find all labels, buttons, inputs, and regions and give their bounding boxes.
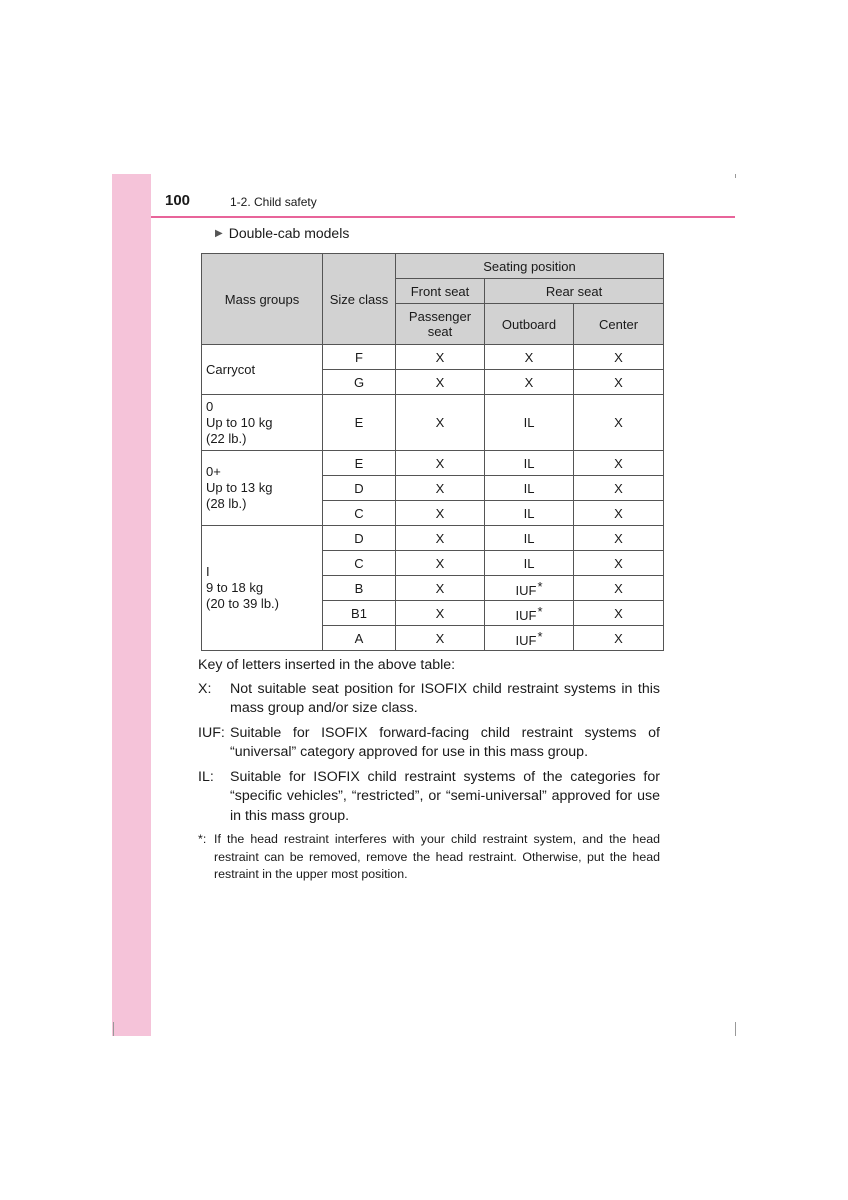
mass-group-cell: [202, 395, 323, 451]
outboard-cell-value: IUF: [515, 607, 537, 623]
passenger-seat-cell-value: X: [435, 505, 445, 521]
key-description: Suitable for ISOFIX child restraint systems of the categories for “specific vehicles”, “restricted”, or “semi-universal” approved for use in this mass group.: [230, 768, 660, 824]
passenger-seat-cell: [396, 345, 485, 370]
subheading-text: Double-cab models: [228, 225, 350, 241]
outboard-cell-value: IL: [523, 480, 535, 496]
mass-group-line: Up to 13 kg: [206, 480, 273, 495]
size-class-cell: [323, 345, 396, 370]
passenger-seat-cell-value: X: [435, 530, 445, 546]
mass-group-line: 0: [206, 398, 214, 414]
mass-group-cell: [202, 451, 323, 526]
passenger-seat-cell: [396, 395, 485, 451]
passenger-seat-cell: [396, 626, 485, 651]
center-cell-value: X: [614, 530, 623, 546]
header-rear-seat: Rear seat: [485, 279, 664, 304]
passenger-seat-cell-value: X: [435, 455, 445, 471]
center-cell-value: X: [614, 555, 623, 571]
size-class-cell-value: F: [355, 349, 363, 365]
key-item-iuf: [198, 724, 660, 763]
key-term: IL:: [198, 768, 214, 785]
mass-group-cell: [202, 526, 323, 651]
header-rule: [151, 216, 735, 218]
passenger-seat-cell-value: X: [435, 630, 445, 646]
outboard-cell-value: IUF: [515, 582, 537, 598]
center-cell: [574, 370, 664, 395]
passenger-seat-cell-value: X: [435, 480, 445, 496]
table-row: [202, 526, 664, 551]
outboard-cell-value: IL: [523, 415, 535, 430]
header-center: Center: [574, 304, 664, 345]
footnote-marker: *: [537, 628, 543, 644]
center-cell: [574, 626, 664, 651]
center-cell: [574, 476, 664, 501]
size-class-cell-value: D: [354, 530, 364, 546]
outboard-cell-value: IL: [523, 455, 535, 471]
crop-mark: [735, 174, 736, 178]
key-description: Not suitable seat position for ISOFIX child restraint systems in this mass group and/or size class.: [230, 680, 660, 716]
footnote-marker: *: [537, 578, 543, 594]
footnote: [198, 831, 660, 884]
size-class-cell-value: G: [353, 374, 365, 390]
outboard-cell-value: X: [524, 374, 534, 390]
table-row: [202, 345, 664, 370]
size-class-cell: [323, 501, 396, 526]
outboard-cell-value: IL: [523, 530, 535, 546]
header-size-class: Size class: [323, 254, 396, 345]
size-class-cell-value: E: [354, 455, 364, 471]
center-cell-value: X: [614, 480, 623, 496]
table-row: [202, 451, 664, 476]
key-term: X:: [198, 680, 212, 697]
size-class-cell: [323, 626, 396, 651]
size-class-cell-value: B1: [351, 605, 367, 621]
passenger-seat-cell: [396, 370, 485, 395]
passenger-seat-cell-value: X: [435, 349, 445, 365]
key-intro: Key of letters inserted in the above table:: [198, 657, 456, 673]
size-class-cell: [323, 526, 396, 551]
center-cell: [574, 526, 664, 551]
center-cell: [574, 345, 664, 370]
size-class-cell: [323, 451, 396, 476]
header-mass-groups: Mass groups: [202, 254, 323, 345]
mass-group-line: (22 lb.): [206, 430, 247, 446]
section-title: 1-2. Child safety: [230, 195, 317, 209]
outboard-cell: [485, 451, 574, 476]
center-cell: [574, 501, 664, 526]
crop-mark: [113, 1022, 114, 1036]
passenger-seat-cell: [396, 576, 485, 601]
size-class-cell-value: D: [354, 480, 364, 496]
outboard-cell: [485, 551, 574, 576]
center-cell: [574, 601, 664, 626]
table-row: [202, 395, 664, 451]
size-class-cell-value: C: [354, 505, 364, 521]
outboard-cell: [485, 370, 574, 395]
mass-group-line: 0+: [206, 464, 221, 479]
passenger-seat-cell: [396, 526, 485, 551]
passenger-seat-cell: [396, 501, 485, 526]
size-class-cell-value: C: [354, 555, 364, 571]
size-class-cell: [323, 395, 396, 451]
outboard-cell-value: IL: [523, 505, 535, 521]
center-cell: [574, 551, 664, 576]
key-term: IUF:: [198, 724, 225, 741]
outboard-cell: [485, 601, 574, 626]
outboard-cell: [485, 501, 574, 526]
table-body: [202, 345, 664, 651]
mass-group-line: (20 to 39 lb.): [206, 596, 279, 611]
center-cell-value: X: [614, 415, 623, 430]
header-front-seat: Front seat: [396, 279, 485, 304]
footnote-marker: *: [537, 603, 543, 619]
mass-group-line: 9 to 18 kg: [206, 580, 264, 595]
center-cell-value: X: [614, 580, 623, 596]
center-cell-value: X: [614, 455, 623, 471]
passenger-seat-cell: [396, 451, 485, 476]
footnote-text: If the head restraint interferes with your child restraint system, and the head restraint can be removed, remove the head restraint. Otherwise, put the head restraint in the upper most position.: [214, 832, 660, 881]
mass-group-line: Up to 10 kg: [206, 414, 273, 430]
header-seating-position: Seating position: [396, 254, 664, 279]
outboard-cell: [485, 626, 574, 651]
outboard-cell: [485, 345, 574, 370]
center-cell: [574, 451, 664, 476]
passenger-seat-cell-value: X: [435, 374, 445, 390]
center-cell-value: X: [614, 374, 623, 390]
pink-side-band: [112, 174, 151, 1036]
outboard-cell: [485, 526, 574, 551]
center-cell-value: X: [614, 349, 623, 365]
passenger-seat-cell-value: X: [435, 580, 445, 596]
passenger-seat-cell: [396, 601, 485, 626]
size-class-cell-value: E: [354, 415, 364, 430]
size-class-cell: [323, 576, 396, 601]
passenger-seat-cell-value: X: [435, 415, 445, 430]
size-class-cell-value: B: [354, 580, 364, 596]
triangle-right-icon: ▶: [215, 227, 223, 239]
passenger-seat-cell-value: X: [435, 555, 445, 571]
key-item-il: [198, 768, 660, 827]
subheading: [215, 225, 349, 241]
size-class-cell: [323, 551, 396, 576]
key-item-x: [198, 680, 660, 719]
center-cell-value: X: [614, 630, 623, 646]
size-class-cell-value: A: [354, 630, 364, 646]
center-cell: [574, 576, 664, 601]
passenger-seat-cell-value: X: [435, 605, 445, 621]
outboard-cell-value: X: [524, 349, 534, 365]
mass-group-line: Carrycot: [206, 361, 256, 377]
mass-group-line: I: [206, 564, 210, 579]
header-passenger-seat: Passenger seat: [396, 304, 485, 345]
mass-group-cell: [202, 345, 323, 395]
mass-group-line: (28 lb.): [206, 496, 247, 511]
outboard-cell-value: IUF: [515, 632, 537, 648]
key-section: [198, 656, 660, 884]
passenger-seat-cell: [396, 476, 485, 501]
outboard-cell-value: IL: [523, 555, 535, 571]
outboard-cell: [485, 576, 574, 601]
isofix-table: [201, 253, 664, 651]
center-cell-value: X: [614, 505, 623, 521]
page-number: 100: [165, 192, 191, 209]
outboard-cell: [485, 476, 574, 501]
center-cell-value: X: [614, 605, 623, 621]
size-class-cell: [323, 370, 396, 395]
size-class-cell: [323, 476, 396, 501]
outboard-cell: [485, 395, 574, 451]
passenger-seat-cell: [396, 551, 485, 576]
key-description: Suitable for ISOFIX forward-facing child restraint systems of “universal” category approved for use in this mass group.: [230, 724, 660, 760]
crop-mark: [735, 1022, 736, 1036]
header-outboard: Outboard: [485, 304, 574, 345]
size-class-cell: [323, 601, 396, 626]
footnote-mark: *:: [198, 832, 207, 846]
center-cell: [574, 395, 664, 451]
